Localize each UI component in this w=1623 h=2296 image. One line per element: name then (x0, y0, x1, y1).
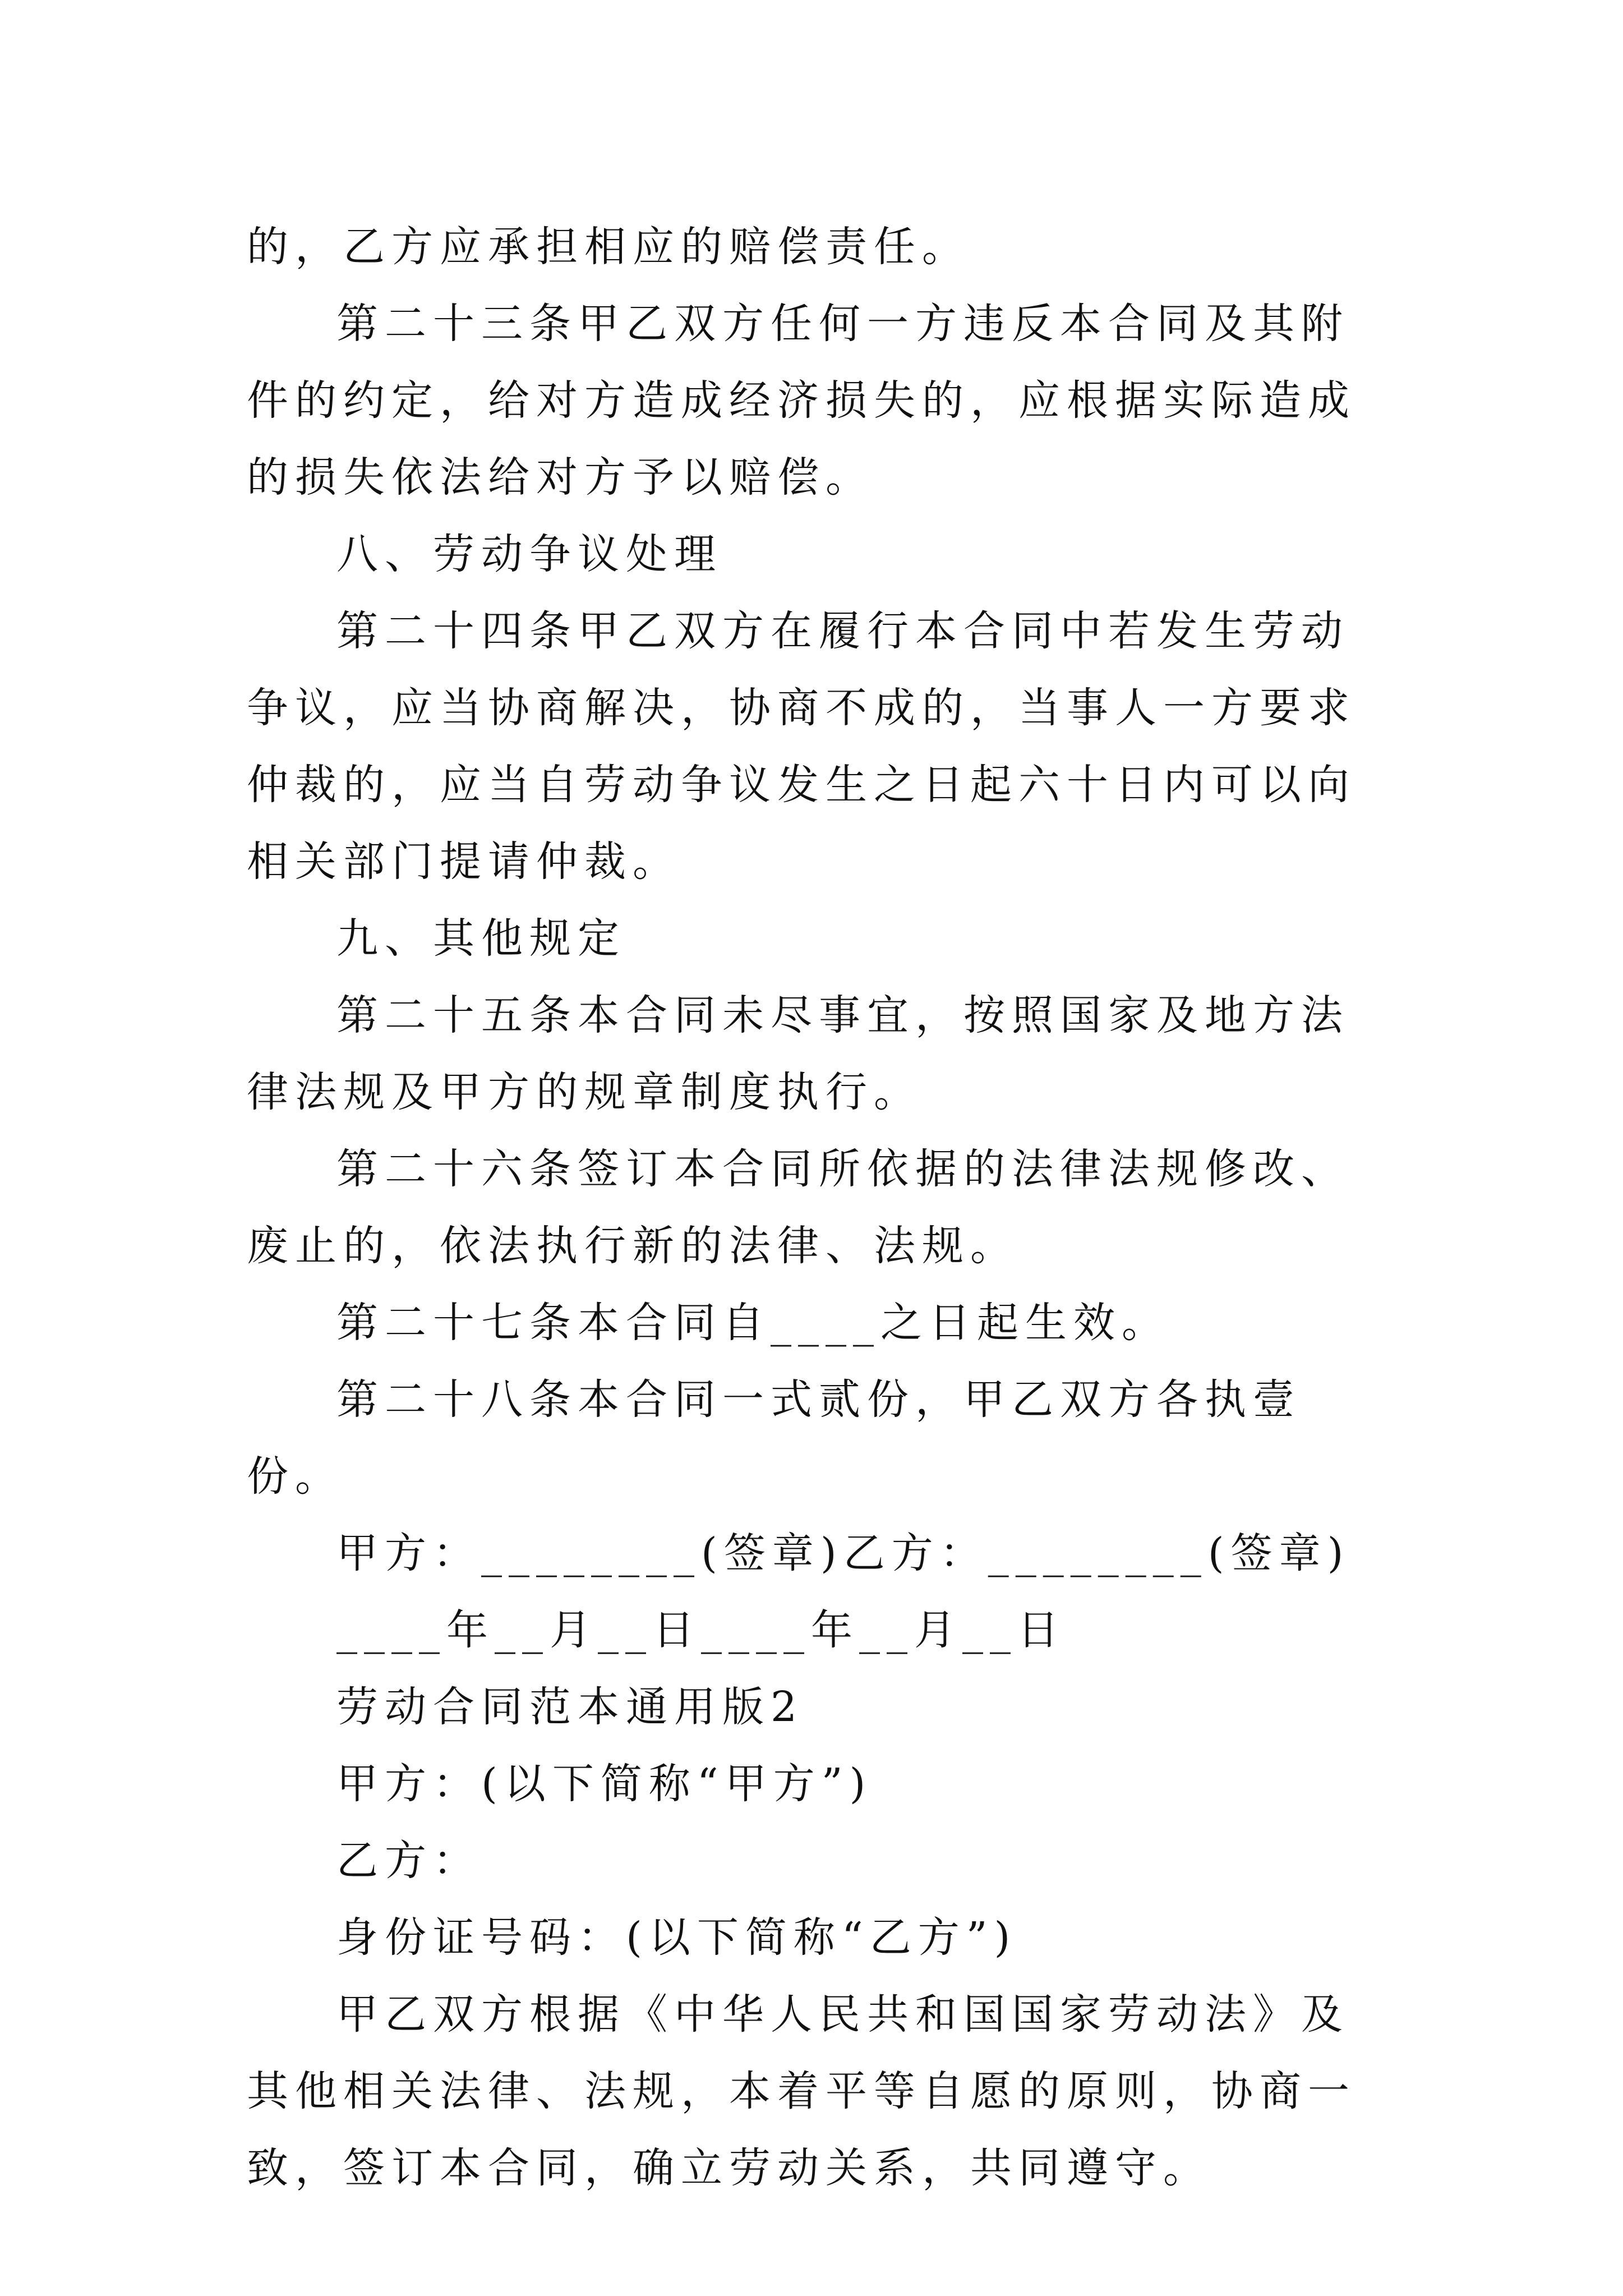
party-a-line: 甲方：(以下简称“甲方”) (336, 1760, 873, 1808)
id-number-line: 身份证号码：(以下简称“乙方”) (336, 1913, 1017, 1962)
section-heading: 八、劳动争议处理 (336, 530, 722, 578)
paragraph: 第二十三条甲乙双方任何一方违反本合同及其附件的约定，给对方造成经济损失的，应根据实际造成的损失依法给对方予以赔偿。 (247, 300, 1356, 501)
document-title: 劳动合同范本通用版2 (336, 1683, 804, 1731)
paragraph: 第二十四条甲乙双方在履行本合同中若发生劳动争议，应当协商解决，协商不成的，当事人一方要求仲裁的，应当自劳动争议发生之日起六十日内可以向相关部门提请仲裁。 (247, 607, 1356, 886)
paragraph: 甲乙双方根据《中华人民共和国国家劳动法》及其他相关法律、法规，本着平等自愿的原则，协商一致，签订本合同，确立劳动关系，共同遵守。 (247, 1990, 1356, 2192)
paragraph: 第二十五条本合同未尽事宜，按照国家及地方法律法规及甲方的规章制度执行。 (247, 991, 1349, 1116)
signature-line: 甲方：________(签章)乙方：________(签章) (336, 1529, 1350, 1577)
section-heading: 九、其他规定 (336, 914, 626, 963)
document-body (247, 209, 1396, 2207)
paragraph: 的，乙方应承担相应的赔偿责任。 (247, 223, 970, 271)
paragraph: 第二十六条签订本合同所依据的法律法规修改、废止的，依法执行新的法律、法规。 (247, 1145, 1349, 1270)
paragraph: 第二十八条本合同一式贰份，甲乙双方各执壹份。 (247, 1375, 1301, 1501)
date-line: ____年__月__日____年__月__日 (336, 1606, 1066, 1654)
party-b-line: 乙方： (336, 1837, 481, 1885)
paragraph: 第二十七条本合同自____之日起生效。 (336, 1299, 1170, 1347)
